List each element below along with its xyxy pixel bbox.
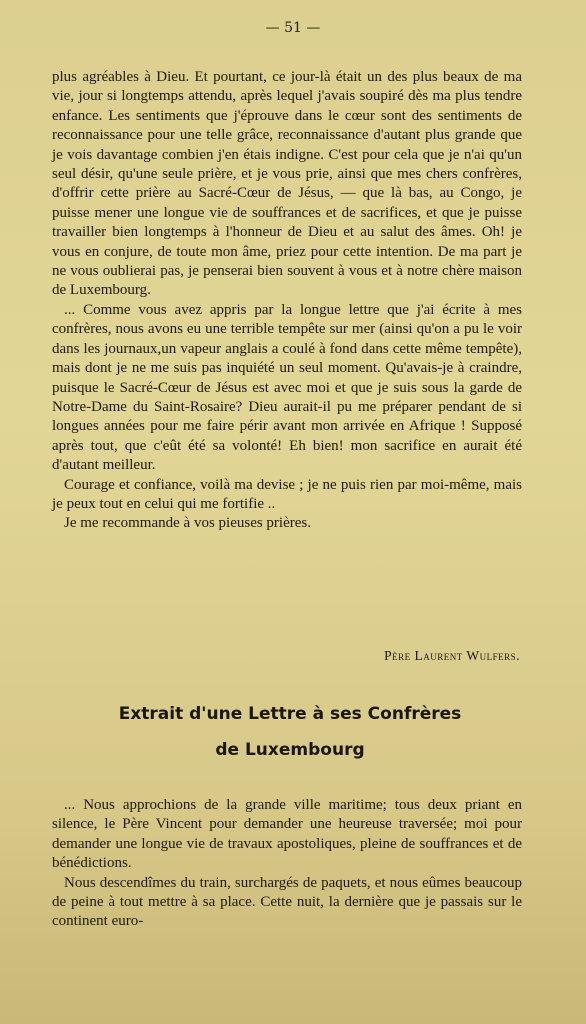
extract-paragraph-1: ... Nous approchions de la grande ville maritime; tous deux priant en silence, le Père Vincent pour demander une heureuse traversée; moi pour demander une longue vie de travaux apostoliques, pleine de souffrances et de bénédictions. — [52, 797, 522, 872]
section-heading-line2: de Luxembourg — [215, 740, 365, 760]
paragraph-4: Je me recommande à vos pieuses prières. — [64, 515, 311, 532]
signature: Père Laurent Wulfers. — [384, 648, 520, 663]
letter-body — [52, 68, 522, 534]
section-heading: Extrait d'une Lettre à ses Confrères — [118, 704, 462, 724]
paragraph-2: ... Comme vous avez appris par la longue lettre que j'ai écrite à mes confrères, nous avons eu une terrible tempête sur mer (ainsi qu'on a pu le voir dans les journaux,un vapeur anglais a coulé à fond dans cette même tempête), mais dont je ne me suis pas inquiété un seul moment. Qu'avais-je à craindre, puisque le Sacré-Cœur de Jésus est avec moi et que je suis sous la garde de Notre-Dame du Saint-Rosaire? Dieu aurait-il pu me préparer pendant de si longues années pour me faire périr avant mon arrivée en Afrique ! Supposé après tout, que c'eût été sa volonté! Eh bien! mon sacrifice en aurait été d'autant meilleur. — [52, 301, 522, 474]
page-number: — 51 — — [265, 20, 321, 36]
paragraph-3: Courage et confiance, voilà ma devise ; je ne puis rien par moi-même, mais je peux tout en celui qui me fortifie .. — [52, 476, 522, 512]
extract-paragraph-2: Nous descendîmes du train, surchargés de paquets, et nous eûmes beaucoup de peine à tout mettre à sa place. Cette nuit, la dernière que je passais sur le continent euro- — [52, 874, 522, 930]
paragraph-1: plus agréables à Dieu. Et pourtant, ce jour-là était un des plus beaux de ma vie, jour si longtemps attendu, après lequel j'avais soupiré dès ma plus tendre enfance. Les sentiments que j'éprouve dans le cœur sont des sentiments de reconnaissance pour une telle grâce, reconnaissance d'autant plus grande que je vois davantage combien j'en étais indigne. C'est pour cela que je n'ai qu'un seul désir, qu'une seule prière, et je vous prie, ainsi que mes chers confrères, d'offrir cette prière au Sacré-Cœur de Jésus, — que là bas, au Congo, je puisse mener une longue vie de souffrances et de sacrifices, et que je puisse travailler bien longtemps à l'honneur de Dieu et au salut des âmes. Oh! je vous en conjure, de toute mon âme, priez pour cette intention. De ma part je ne vous oublierai pas, je penserai bien souvent à vous et à notre chère maison de Luxembourg. — [52, 69, 522, 299]
extract-body — [52, 796, 522, 932]
